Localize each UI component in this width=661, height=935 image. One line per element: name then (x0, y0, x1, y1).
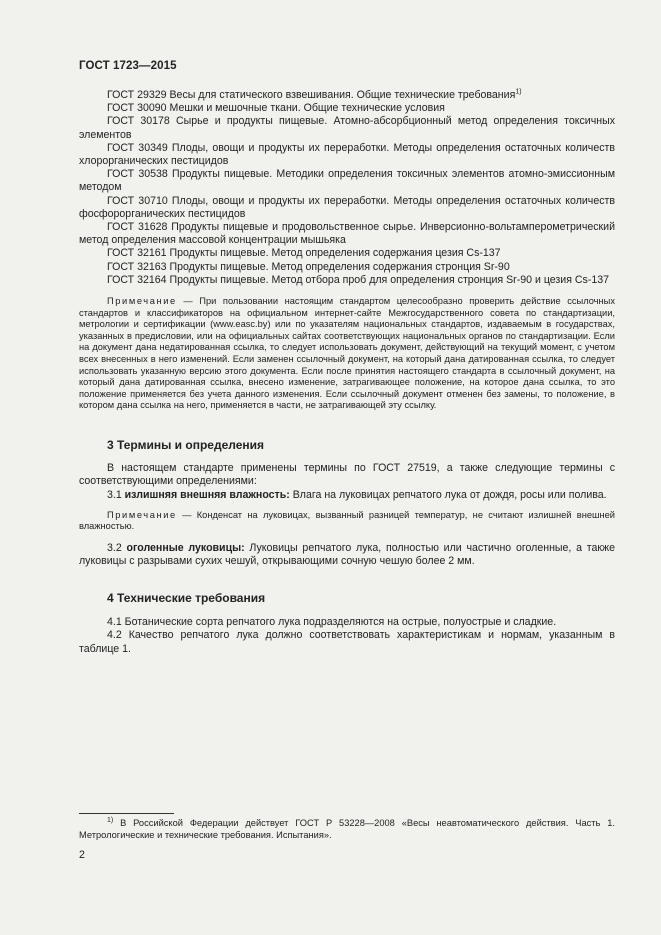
reference-item: ГОСТ 29329 Весы для статического взвешивания. Общие технические требования$^{1)}$ (107, 88, 522, 101)
paragraph-4-1: 4.1 Ботанические сорта репчатого лука подразделяются на острые, полуострые и сладкие. (107, 616, 557, 629)
page-content (79, 89, 615, 656)
term-3-1: 3.1 излишняя внешняя влажность: Влага на луковицах репчатого лука от дождя, росы или полива. (107, 489, 607, 502)
term-3-2: 3.2 оголенные луковицы: Луковицы репчатого лука, полностью или частично оголенные, а также луковицы с разрывами сухих чешуй, открывающими сочную чешую более 2 мм. (79, 541, 616, 567)
term-3-1-name: излишняя внешняя влажность: (124, 489, 290, 502)
reference-item: ГОСТ 30178 Сырье и продукты пищевые. Атомно-абсорбционный метод определения токсичных элементов (79, 115, 615, 141)
section-terms (79, 438, 615, 568)
note-label: Примечание (107, 509, 177, 520)
reference-item: ГОСТ 30538 Продукты пищевые. Методики определения токсичных элементов атомно-эмиссионным методом (79, 168, 615, 194)
page-header-title: ГОСТ 1723—2015 (79, 60, 177, 72)
reference-item: ГОСТ 32163 Продукты пищевые. Метод определения содержания стронция Sr-90 (107, 260, 510, 273)
reference-item: ГОСТ 32161 Продукты пищевые. Метод определения содержания цезия Cs-137 (107, 247, 501, 260)
section-3-heading: 3 Термины и определения (107, 437, 265, 452)
section-requirements (79, 591, 615, 656)
reference-item: ГОСТ 31628 Продукты пищевые и продовольственное сырье. Инверсионно-вольтамперометрический метод определения массовой концентрации мышьяка (79, 221, 615, 247)
reference-item: ГОСТ 30349 Плоды, овощи и продукты их переработки. Методы определения остаточных количеств хлорорганических пестицидов (79, 141, 615, 168)
footnote-divider (79, 813, 174, 814)
paragraph-4-2: 4.2 Качество репчатого лука должно соответствовать характеристикам и нормам, указанным в таблице 1. (79, 629, 615, 655)
footnote-ref-mark: 1) (515, 88, 522, 96)
page-number: 2 (79, 849, 85, 861)
term-3-2-name: оголенные луковицы: (126, 541, 245, 554)
reference-item: ГОСТ 32164 Продукты пищевые. Метод отбора проб для определения стронция Sr-90 и цезия Cs-137 (107, 273, 610, 286)
note-label: Примечание (107, 296, 177, 307)
reference-item: ГОСТ 30710 Плоды, овощи и продукты их переработки. Методы определения остаточных количеств фосфорорганических пестицидов (79, 194, 615, 220)
section-3-intro: В настоящем стандарте применены термины по ГОСТ 27519, а также следующие термины с соответствующими определениями: (79, 461, 615, 488)
references-note: Примечание — При пользовании настоящим стандартом целесообразно проверить действие ссылочных стандартов и классификаторов на официальном интернет-сайте Межгосударственного совета по стандартизации, метрологии и сертификации (www.easc.by) или по указателям национальных стандартов, издаваемым в государствах, указанных в предисловии, или на официальных сайтах соответствующих национальных органов по стандартизации. Если на документ дана недатированная ссылка, то следует использовать документ, действующий на текущий момент, с учетом всех внесенных в него изменений. Если заменен ссылочный документ, на который дана датированная ссылка, то следует использовать указанную версию этого документа. Если после принятия настоящего стандарта в ссылочный документ, на который дана датированная ссылка, внесено изменение, затрагивающее положение, на которое дана ссылка, то это положение применяется без учета данного изменения. Если ссылочный документ отменен без замены, то положение, в котором дана ссылка на него, применяется в части, не затрагивающей эту ссылку. (79, 296, 615, 411)
section-4-heading: 4 Технические требования (107, 591, 266, 606)
normative-references-list (79, 89, 615, 287)
reference-item: ГОСТ 30090 Мешки и мешочные ткани. Общие технические условия (107, 102, 445, 115)
footnote: $^{1)}$ В Российской Федерации действует ГОСТ Р 53228—2008 «Весы неавтоматического действия. Часть 1. Метрологические и технические требования. Испытания». (79, 816, 615, 840)
term-3-1-note: Примечание — Конденсат на луковицах, вызванный разницей температур, не считают излишней внешней влажностью. (79, 509, 615, 532)
footnote-mark: 1) (107, 816, 114, 824)
